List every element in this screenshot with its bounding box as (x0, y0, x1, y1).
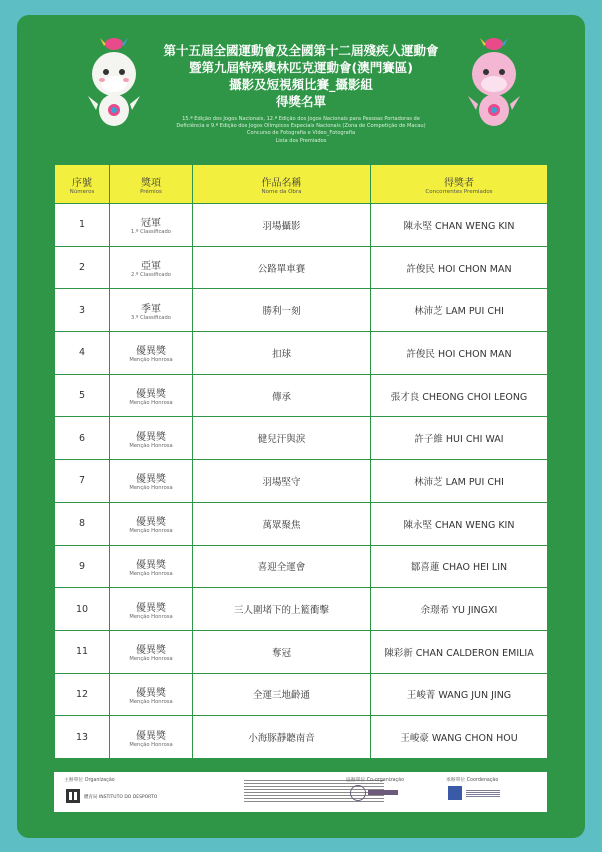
subtitle-line: 15.ª Edição dos Jogos Nacionais, 12.ª Edição dos Jogos Nacionais para Pessoas Portadoras de (182, 116, 420, 122)
cell-winner: 林沛芝 LAM PUI CHI (371, 289, 548, 332)
cell-work: 健兒汗與淚 (193, 417, 371, 460)
cell-number: 6 (55, 417, 110, 460)
header-number: 序號 Números (55, 165, 110, 204)
cell-prize: 優異獎 Menção Honrosa (110, 716, 193, 759)
table-row (55, 673, 548, 716)
header-prize: 獎項 Prémios (110, 165, 193, 204)
cell-prize: 優異獎 Menção Honrosa (110, 502, 193, 545)
coordinator-label: 承辦單位 Coordenação (446, 778, 499, 783)
cell-winner: 張才良 CHEONG CHOI LEONG (371, 374, 548, 417)
cell-work: 扣球 (193, 332, 371, 375)
coordinator-logo-text (466, 789, 500, 797)
co-organizer-label: 協辦單位 Co-organização (346, 778, 405, 783)
cell-number: 11 (55, 630, 110, 673)
table-row (55, 204, 548, 247)
cell-winner: 王峻豪 WANG CHON HOU (371, 716, 548, 759)
cell-work: 三人圍堵下的上籃衝擊 (193, 588, 371, 631)
cell-number: 5 (55, 374, 110, 417)
cell-number: 3 (55, 289, 110, 332)
co-organizer-logo-text (368, 790, 398, 795)
cell-winner: 許俊民 HOI CHON MAN (371, 332, 548, 375)
cell-number: 7 (55, 460, 110, 503)
cell-number: 1 (55, 204, 110, 247)
cell-work: 全運三地齡通 (193, 673, 371, 716)
cell-number: 4 (55, 332, 110, 375)
table-row (55, 588, 548, 631)
table-row (55, 246, 548, 289)
table-row (55, 417, 548, 460)
title-line: 攝影及短視頻比賽_攝影組 (229, 77, 373, 92)
header-winner: 得獎者 Concorrentes Premiados (371, 165, 548, 204)
cell-work: 萬眾聚焦 (193, 502, 371, 545)
cell-work: 羽場攝影 (193, 204, 371, 247)
winners-table (54, 164, 548, 759)
title-line: 得獎名單 (275, 94, 326, 109)
organizer-name: 體育局 INSTITUTO DO DESPORTO (84, 795, 158, 800)
subtitle-line: Deficiência e 9.ª Edição dos Jogos Olímpicos Especiais Nacionais (Zona de Competição de Macau) (176, 123, 426, 130)
cell-work: 勝利一刻 (193, 289, 371, 332)
table-row (55, 630, 548, 673)
page-subtitle (150, 116, 452, 145)
cell-work: 奪冠 (193, 630, 371, 673)
title-line: 暨第九屆特殊奧林匹克運動會(澳門賽區) (189, 60, 413, 75)
cell-prize: 優異獎 Menção Honrosa (110, 460, 193, 503)
cell-prize: 優異獎 Menção Honrosa (110, 374, 193, 417)
cell-prize: 冠軍 1.º Classificado (110, 204, 193, 247)
cell-prize: 優異獎 Menção Honrosa (110, 417, 193, 460)
table-row (55, 460, 548, 503)
mascot-dolphin-pink-icon (466, 34, 522, 130)
cell-winner: 林沛芝 LAM PUI CHI (371, 460, 548, 503)
cell-prize: 優異獎 Menção Honrosa (110, 588, 193, 631)
cell-prize: 優異獎 Menção Honrosa (110, 630, 193, 673)
cell-prize: 優異獎 Menção Honrosa (110, 673, 193, 716)
cell-winner: 余璟希 YU JINGXI (371, 588, 548, 631)
cell-number: 12 (55, 673, 110, 716)
cell-prize: 優異獎 Menção Honrosa (110, 332, 193, 375)
cell-winner: 許子維 HUI CHI WAI (371, 417, 548, 460)
coordinator-logo-icon (448, 786, 462, 800)
cell-number: 9 (55, 545, 110, 588)
cell-work: 公路單車賽 (193, 246, 371, 289)
table-row (55, 332, 548, 375)
cell-winner: 陳永堅 CHAN WENG KIN (371, 204, 548, 247)
table-row (55, 545, 548, 588)
cell-work: 小海豚靜聽南音 (193, 716, 371, 759)
organizer-label: 主辦單位 Organização (64, 778, 115, 783)
cell-work: 羽場堅守 (193, 460, 371, 503)
cell-winner: 許俊民 HOI CHON MAN (371, 246, 548, 289)
cell-work: 傳承 (193, 374, 371, 417)
mascot-dolphin-white-icon (86, 34, 142, 130)
cell-winner: 鄒喜蓮 CHAO HEI LIN (371, 545, 548, 588)
title-line: 第十五屆全國運動會及全國第十二屆殘疾人運動會 (163, 43, 439, 58)
cell-winner: 陳彩新 CHAN CALDERON EMILIA (371, 630, 548, 673)
sports-bureau-logo-icon (66, 789, 80, 803)
table-row (55, 502, 548, 545)
cell-number: 2 (55, 246, 110, 289)
cell-work: 喜迎全運會 (193, 545, 371, 588)
co-organizer-seal-icon (350, 785, 366, 801)
cell-number: 10 (55, 588, 110, 631)
page-title (150, 42, 452, 110)
cell-prize: 亞軍 2.º Classificado (110, 246, 193, 289)
cell-winner: 陳永堅 CHAN WENG KIN (371, 502, 548, 545)
subtitle-line: Lista dos Premiados (275, 137, 327, 144)
table-row (55, 289, 548, 332)
table-row (55, 374, 548, 417)
sponsor-footer (54, 772, 547, 812)
cell-number: 8 (55, 502, 110, 545)
table-row (55, 716, 548, 759)
cell-number: 13 (55, 716, 110, 759)
cell-prize: 季軍 3.º Classificado (110, 289, 193, 332)
subtitle-line: Concurso de Fotografia e Vídeo_Fotografia (246, 130, 356, 137)
table-header-row (55, 165, 548, 204)
cell-winner: 王峻菁 WANG JUN JING (371, 673, 548, 716)
header-work: 作品名稱 Nome da Obra (193, 165, 371, 204)
cell-prize: 優異獎 Menção Honrosa (110, 545, 193, 588)
